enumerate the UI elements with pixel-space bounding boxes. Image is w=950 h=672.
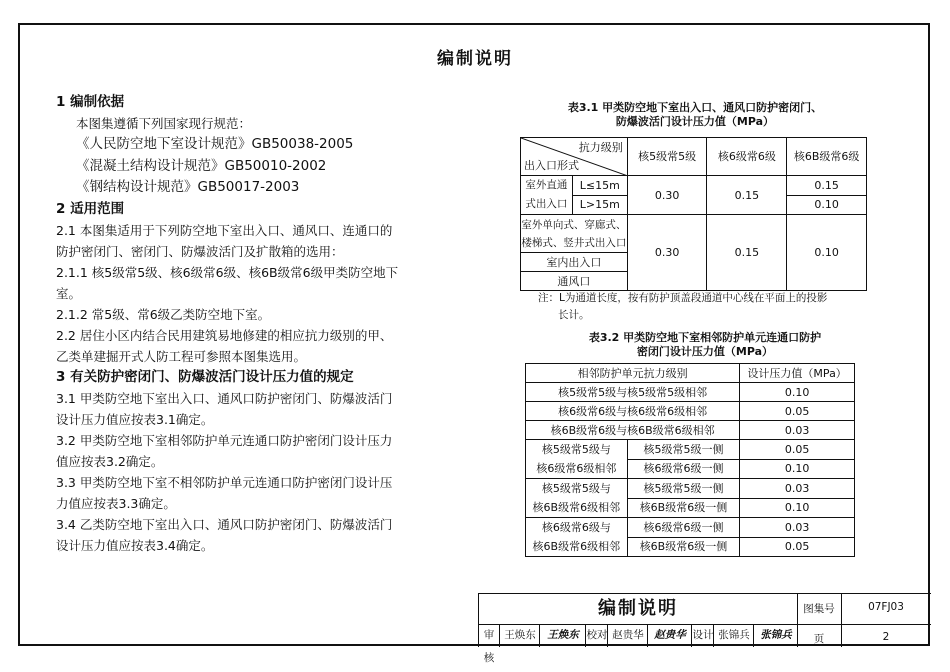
check-label: 校对 — [585, 624, 608, 647]
review-signature: 王焕东 — [539, 624, 586, 647]
row-label — [521, 215, 628, 253]
group-label-line: 核5级常5级与 — [541, 482, 611, 495]
cell-value: 0.05 — [740, 537, 855, 557]
paragraph: 3.1 甲类防空地下室出入口、通风口防护密闭门、防爆波活门 — [56, 390, 393, 406]
row-sublabel: L≤15m — [572, 176, 627, 196]
standard-ref: 《人民防空地下室设计规范》GB50038-2005 — [76, 136, 354, 152]
row-sublabel: L>15m — [572, 195, 627, 215]
paragraph: 3.2 甲类防空地下室相邻防护单元连通口防护密闭门设计压力 — [56, 432, 393, 448]
side-label: 核6级常6级一侧 — [627, 518, 740, 538]
cell-value: 0.10 — [787, 195, 867, 215]
row-label-line: 室外直通 — [525, 179, 568, 191]
group-label-line: 核6级常6级与 — [541, 521, 611, 534]
group-label — [526, 440, 628, 479]
cell-value: 0.10 — [787, 215, 867, 291]
col-header: 核6级常6级 — [707, 138, 787, 176]
side-label: 核5级常5级一侧 — [627, 479, 740, 499]
cell-value: 0.15 — [707, 215, 787, 291]
paragraph: 乙类单建掘开式人防工程可参照本图集选用。 — [56, 348, 307, 364]
table32-caption-line: 密闭门设计压力值（MPa） — [636, 345, 774, 358]
cell-value: 0.05 — [740, 402, 855, 421]
row-label-line: 楼梯式、竖井式出入口 — [521, 236, 627, 249]
row-label-line: 式出入口 — [525, 198, 568, 210]
table31-caption — [520, 101, 870, 129]
note-line: 注：L为通道长度，按有防护顶盖段通道中心线在平面上的投影 — [538, 292, 828, 304]
page-label: 页 — [813, 633, 825, 645]
paragraph: 3.3 甲类防空地下室不相邻防护单元连通口防护密闭门设计压 — [56, 474, 393, 490]
design-label: 设计 — [691, 624, 714, 647]
section-1-intro: 本图集遵循下列国家现行规范： — [76, 116, 252, 131]
check-name: 赵贵华 — [607, 624, 648, 647]
row-label — [521, 176, 573, 215]
col-header: 设计压力值（MPa） — [740, 364, 855, 383]
section-3-heading: 3 有关防护密闭门、防爆波活门设计压力值的规定 — [56, 368, 354, 385]
corner-bottom-label: 出入口形式 — [524, 159, 579, 172]
row-label: 核6级常6级与核6级常6级相邻 — [526, 402, 740, 421]
side-label: 核6B级常6级一侧 — [627, 498, 740, 518]
cell-value: 0.15 — [707, 176, 787, 215]
standard-ref: 《钢结构设计规范》GB50017-2003 — [76, 179, 300, 195]
section-1-heading: 1 编制依据 — [56, 94, 125, 110]
cell-value: 0.15 — [787, 176, 867, 196]
table-3-1 — [520, 137, 867, 291]
paragraph: 设计压力值应按表3.1确定。 — [56, 411, 214, 427]
cell-value: 0.30 — [627, 176, 707, 215]
cell-value: 0.03 — [740, 421, 855, 440]
table31-note — [538, 290, 898, 324]
atlas-number: 07FJ03 — [868, 601, 904, 613]
group-label-line: 核6级常6级相邻 — [536, 462, 617, 475]
cell-value: 0.10 — [740, 459, 855, 479]
row-label: 室内出入口 — [521, 253, 628, 272]
review-label: 审核 — [483, 629, 495, 664]
page-title: 编制说明 — [437, 49, 513, 69]
design-name: 张锦兵 — [713, 624, 754, 647]
table32-caption-line: 表3.2 甲类防空地下室相邻防护单元连通口防护 — [588, 331, 822, 344]
paragraph: 2.1.2 常5级、常6级乙类防空地下室。 — [56, 306, 271, 322]
paragraph: 3.4 乙类防空地下室出入口、通风口防护密闭门、防爆波活门 — [56, 516, 393, 532]
paragraph: 防护密闭门、密闭门、防爆波活门及扩散箱的选用： — [56, 243, 344, 259]
row-label: 核6B级常6级与核6B级常6级相邻 — [526, 421, 740, 440]
table31-corner — [521, 138, 628, 176]
paragraph: 2.1.1 核5级常5级、核6级常6级、核6B级常6级甲类防空地下 — [56, 264, 399, 280]
side-label: 核6B级常6级一侧 — [627, 537, 740, 557]
page-number: 2 — [882, 631, 890, 643]
cell-value: 0.03 — [740, 518, 855, 538]
paragraph: 力值应按表3.3确定。 — [56, 495, 176, 511]
group-label — [526, 518, 628, 557]
standard-ref: 《混凝土结构设计规范》GB50010-2002 — [76, 157, 327, 174]
cell-value: 0.03 — [740, 479, 855, 499]
table-3-2 — [525, 363, 855, 557]
group-label-line: 核5级常5级与 — [541, 443, 611, 456]
corner-top-label: 抗力级别 — [578, 141, 623, 154]
check-signature: 赵贵华 — [647, 624, 692, 647]
paragraph: 值应按表3.2确定。 — [56, 453, 164, 469]
title-block-title: 编制说明 — [598, 598, 678, 619]
cell-value: 0.30 — [627, 215, 707, 291]
col-header: 相邻防护单元抗力级别 — [526, 364, 740, 383]
row-label: 核5级常5级与核5级常5级相邻 — [526, 383, 740, 402]
group-label-line: 核6B级常6级相邻 — [532, 540, 621, 553]
side-label: 核6级常6级一侧 — [627, 459, 740, 479]
row-label: 通风口 — [521, 272, 628, 291]
paragraph: 室。 — [56, 285, 82, 301]
paragraph: 2.2 居住小区内结合民用建筑易地修建的相应抗力级别的甲、 — [56, 327, 393, 343]
table32-caption — [530, 331, 880, 359]
design-signature: 张锦兵 — [753, 624, 798, 647]
atlas-number-label: 图集号 — [803, 603, 835, 615]
review-name: 王焕东 — [499, 624, 540, 647]
row-label-line: 室外单向式、穿廊式、 — [521, 218, 627, 231]
side-label: 核5级常5级一侧 — [627, 440, 740, 460]
group-label-line: 核6B级常6级相邻 — [532, 501, 621, 514]
table31-caption-line: 表3.1 甲类防空地下室出入口、通风口防护密闭门、 — [567, 101, 823, 114]
section-2-heading: 2 适用范围 — [56, 200, 125, 217]
note-line: 长计。 — [558, 309, 590, 321]
group-label — [526, 479, 628, 518]
title-block — [478, 593, 931, 664]
table31-caption-line: 防爆波活门设计压力值（MPa） — [615, 115, 775, 128]
paragraph: 2.1 本图集适用于下列防空地下室出入口、通风口、连通口的 — [56, 222, 393, 238]
cell-value: 0.05 — [740, 440, 855, 460]
left-column — [56, 92, 436, 556]
cell-value: 0.10 — [740, 498, 855, 518]
col-header: 核5级常5级 — [627, 138, 707, 176]
col-header: 核6B级常6级 — [787, 138, 867, 176]
paragraph: 设计压力值应按表3.4确定。 — [56, 537, 214, 553]
cell-value: 0.10 — [740, 383, 855, 402]
